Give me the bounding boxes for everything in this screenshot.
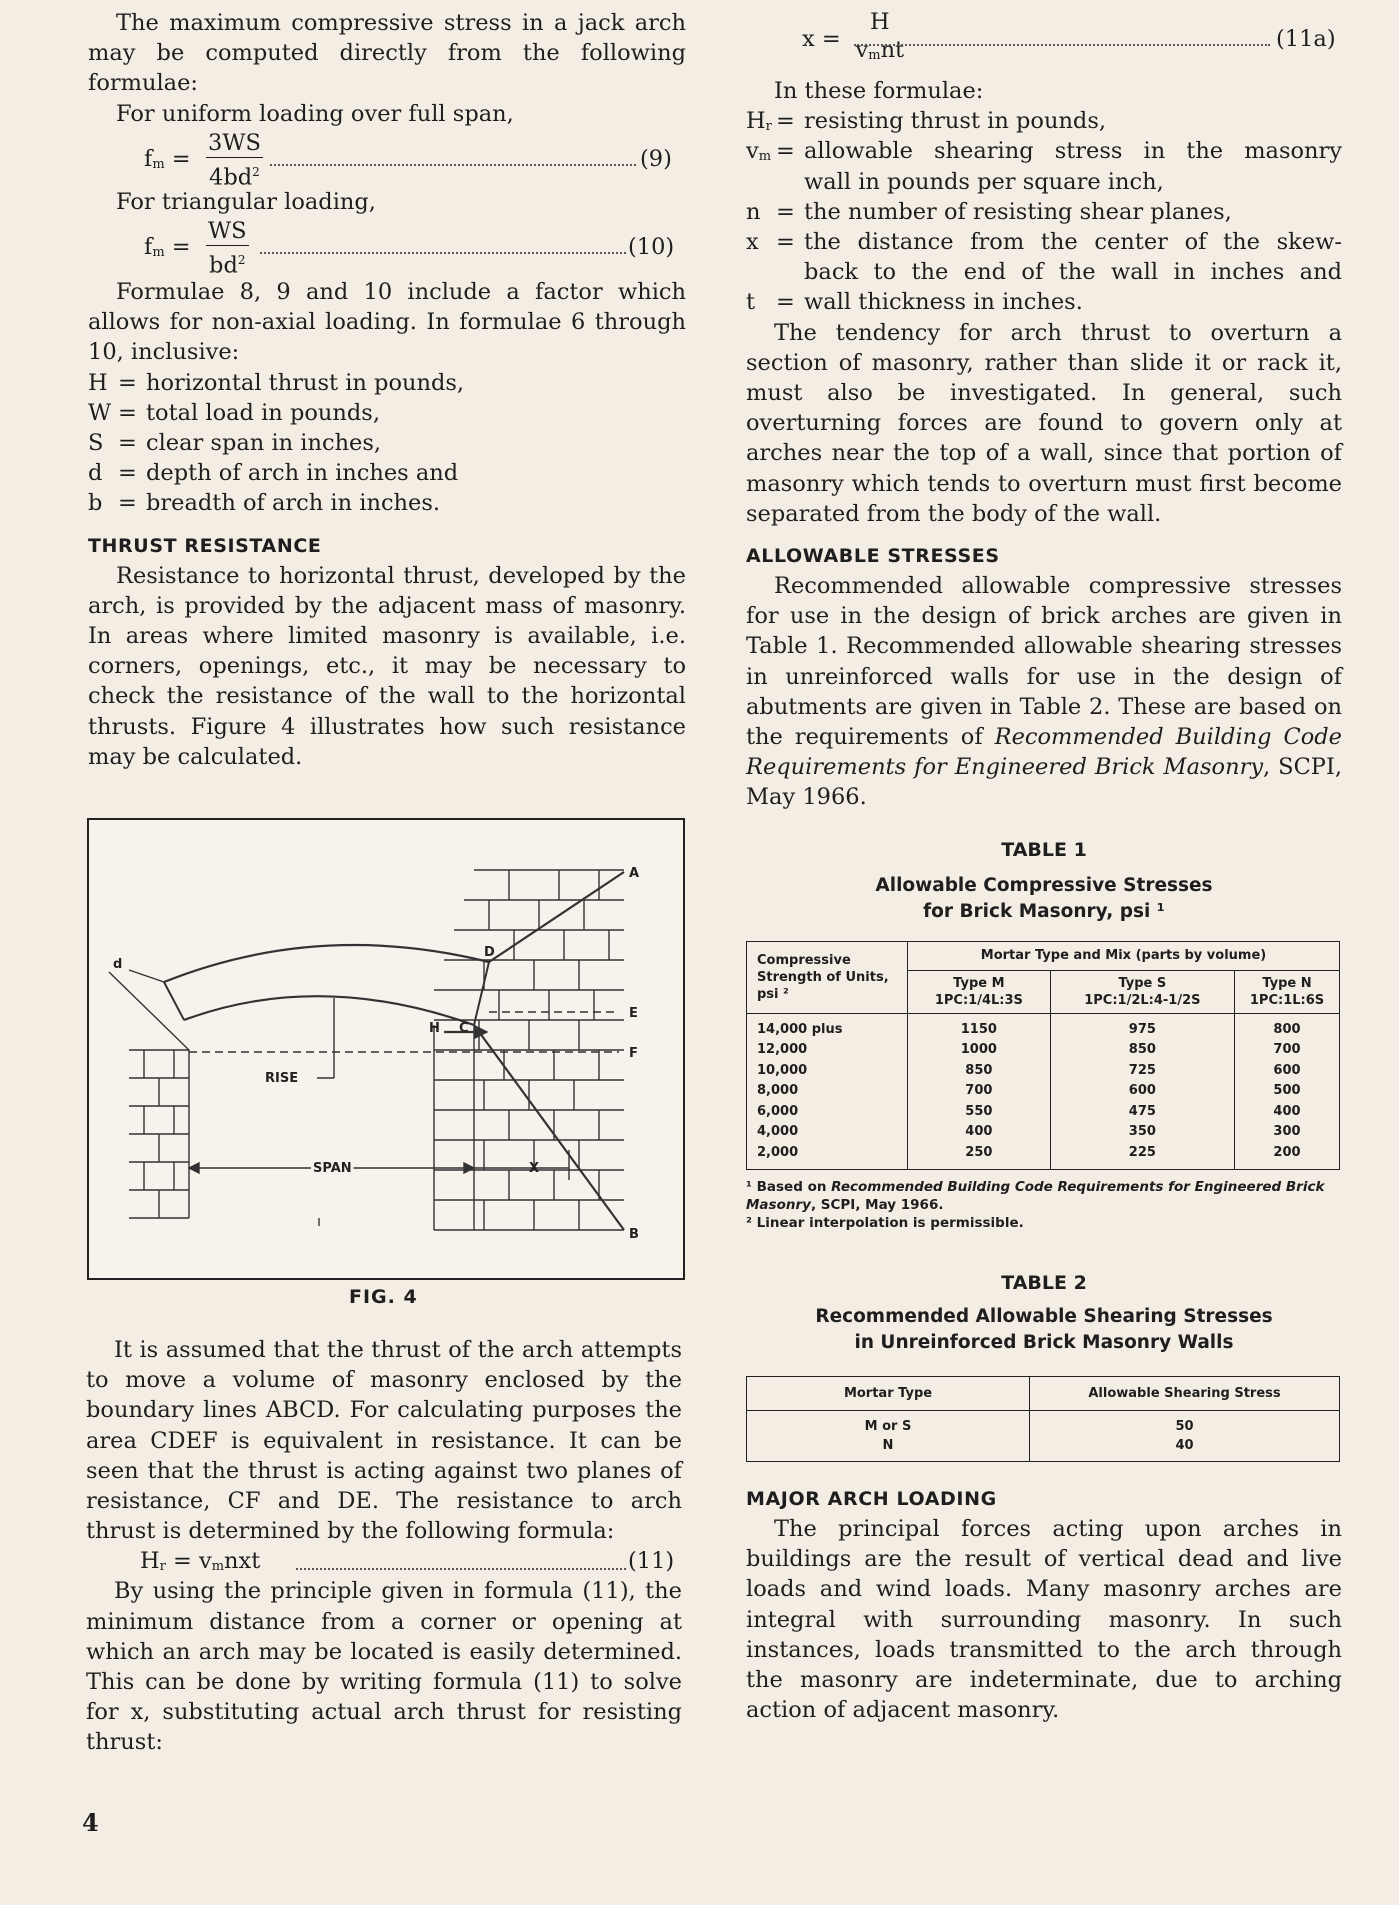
figure-4 — [87, 818, 685, 1280]
table-2-mortar-cell: M or S N — [747, 1411, 1030, 1462]
triangular-label: For triangular loading, — [116, 188, 376, 215]
table-1-corner-header: Compressive Strength of Units, psi ² — [747, 941, 908, 1013]
definition-row: W = total load in pounds, — [88, 399, 380, 426]
table-2-title: TABLE 2 — [1001, 1272, 1087, 1295]
variable-definitions-right — [746, 106, 1342, 317]
label-b: B — [629, 1227, 639, 1242]
table-1-col-header: Type M 1PC:1/4L:3S — [908, 970, 1051, 1013]
table-1 — [746, 941, 1340, 1171]
table-2-caption-line-1: Recommended Allowable Shearing Stresses — [815, 1306, 1273, 1328]
overturn-paragraph: The tendency for arch thrust to overturn a section of masonry, rather than slide it or rack it, must also be investigated. In general, such overturning forces are found to govern only at arches near the top of a wall, since that portion of masonry which tends to overturn must first become separated from the body of the wall. — [746, 319, 1342, 527]
label-e: E — [629, 1006, 638, 1021]
label-d: D — [484, 945, 495, 960]
variable-definitions — [88, 368, 686, 519]
assumption-paragraph: It is assumed that the thrust of the arch attempts to move a volume of masonry enclosed by the boundary lines ABCD. For calculating purposes the area CDEF is equivalent in resistance. It can be seen that the thrust is acting against two planes of resistance, CF and DE. The resistance to arch thrust is determined by the following formula: — [86, 1337, 682, 1545]
arch-diagram — [89, 820, 683, 1278]
definition-row: $v_m$ = allowable shearing stress in the masonry — [746, 138, 1342, 165]
formula-9: $f_m$ = $\frac{3WS}{4bd^2}$ (9) — [144, 129, 672, 191]
left-column-lower — [86, 1335, 682, 1758]
label-f: F — [629, 1046, 638, 1061]
definition-row: $H_r$ = resisting thrust in pounds, — [746, 108, 1107, 135]
definition-row: back to the end of the wall in inches and — [804, 259, 1342, 286]
definition-row: t = wall thickness in inches. — [746, 289, 1083, 316]
formula-11: $H_r = v_mnxt$ (11) — [86, 1546, 682, 1576]
left-column — [88, 8, 686, 772]
major-loading-paragraph: The principal forces acting upon arches in buildings are the result of vertical dead and live loads and wind loads. Many masonry arches are integral with surrounding masonry. In such instances, loads transmitted to the arch through the masonry are indeterminate, due to arching action of adjacent masonry. — [746, 1516, 1342, 1724]
formula-11a-fraction: H $v_mnt$ — [855, 9, 905, 63]
formula-note-paragraph: Formulae 8, 9 and 10 include a factor which allows for non-axial loading. In formulae 6 through 10, inclusive: — [88, 279, 686, 366]
definition-row: b = breadth of arch in inches. — [88, 490, 441, 517]
formula-9-fraction: $\frac{3WS}{4bd^2}$ — [208, 129, 261, 191]
formula-10-fraction: $\frac{WS}{bd^2}$ — [208, 218, 247, 279]
table-1-type-n-column: 800 700 600 500 400 300 200 — [1235, 1013, 1340, 1170]
heading-thrust-resistance: THRUST RESISTANCE — [88, 534, 322, 557]
table-1-col-header: Type S 1PC:1/2L:4-1/2S — [1050, 970, 1234, 1013]
label-rise: RISE — [265, 1071, 299, 1086]
label-a: A — [629, 866, 640, 881]
uniform-label: For uniform loading over full span, — [116, 100, 514, 127]
table-1-caption-line-1: Allowable Compressive Stresses — [875, 874, 1213, 896]
right-column — [746, 6, 1342, 1725]
formula-11a-tag: (11a) — [1276, 26, 1336, 52]
figure-caption: FIG. 4 — [349, 1286, 418, 1308]
label-c: C — [459, 1021, 469, 1036]
in-these-formulae: In these formulae: — [774, 78, 984, 104]
definition-row: S = clear span in inches, — [88, 430, 382, 456]
table-1-col-header: Type N 1PC:1L:6S — [1235, 970, 1340, 1013]
label-span: SPAN — [313, 1161, 352, 1176]
label-h: H — [429, 1021, 440, 1036]
table-2-header-stress: Allowable Shearing Stress — [1030, 1377, 1340, 1411]
table-2-stress-cell: 50 40 — [1030, 1411, 1340, 1462]
table-1-type-m-column: 1150 1000 850 700 550 400 250 — [908, 1013, 1051, 1170]
table-1-footnote-1: ¹ Based on Recommended Building Code Requirements for Engineered Brick Masonry, SCPI, May 1966. — [746, 1179, 1325, 1214]
label-x: X — [529, 1161, 540, 1176]
formula-11-tag: (11) — [628, 1548, 675, 1575]
definition-row: n = the number of resisting shear planes, — [746, 198, 1232, 225]
thrust-paragraph: Resistance to horizontal thrust, developed by the arch, is provided by the adjacent mass of masonry. In areas where limited masonry is available, i.e. corners, openings, etc., it may be necessary to check the resistance of the wall to the horizontal thrusts. Figure 4 illustrates how such resistance may be calculated. — [88, 562, 686, 770]
table-1-title: TABLE 1 — [1001, 838, 1087, 861]
table-1-footnote-2: ² Linear interpolation is permissible. — [746, 1215, 1024, 1232]
table-2-caption-line-2: in Unreinforced Brick Masonry Walls — [854, 1332, 1234, 1354]
definition-row: wall in pounds per square inch, — [804, 168, 1164, 195]
heading-allowable-stresses: ALLOWABLE STRESSES — [746, 544, 1000, 567]
table-1-type-s-column: 975 850 725 600 475 350 225 — [1050, 1013, 1234, 1170]
table-1-caption-line-2: for Brick Masonry, psi ¹ — [923, 900, 1165, 922]
formula-10-tag: (10) — [628, 234, 675, 261]
formula-11a: x = H $v_mnt$ (11a) — [746, 6, 1342, 72]
label-d-small: d — [113, 957, 123, 972]
page-number: 4 — [82, 1808, 99, 1837]
table-1-strength-column: 14,000 plus 12,000 10,000 8,000 6,000 4,000 2,000 — [747, 1013, 908, 1170]
definition-row: H = horizontal thrust in pounds, — [88, 369, 465, 396]
principle-paragraph: By using the principle given in formula (11), the minimum distance from a corner or opening at which an arch may be located is easily determined. This can be done by writing formula (11) to solve for x, substituting actual arch thrust for resisting thrust: — [86, 1578, 682, 1756]
table-1-group-header: Mortar Type and Mix (parts by volume) — [908, 941, 1340, 970]
table-2 — [746, 1376, 1340, 1462]
formula-9-tag: (9) — [640, 145, 672, 172]
table-2-header-mortar: Mortar Type — [747, 1377, 1030, 1411]
formula-10: $f_m$ = $\frac{WS}{bd^2}$ (10) — [144, 218, 675, 279]
definition-row: d = depth of arch in inches and — [88, 460, 459, 487]
intro-paragraph: The maximum compressive stress in a jack arch may be computed directly from the following formulae: — [88, 10, 686, 97]
heading-major-arch-loading: MAJOR ARCH LOADING — [746, 1488, 997, 1511]
definition-row: x = the distance from the center of the skew- — [746, 228, 1342, 255]
allowable-paragraph: Recommended allowable compressive stresses for use in the design of brick arches are given in Table 1. Recommended allowable shearing stresses in unreinforced walls for use in the design of abutments are given in Table 2. These are based on the requirements of Recommended Building Code Requirements for Engineered Brick Masonry, SCPI, May 1966. — [746, 572, 1343, 811]
